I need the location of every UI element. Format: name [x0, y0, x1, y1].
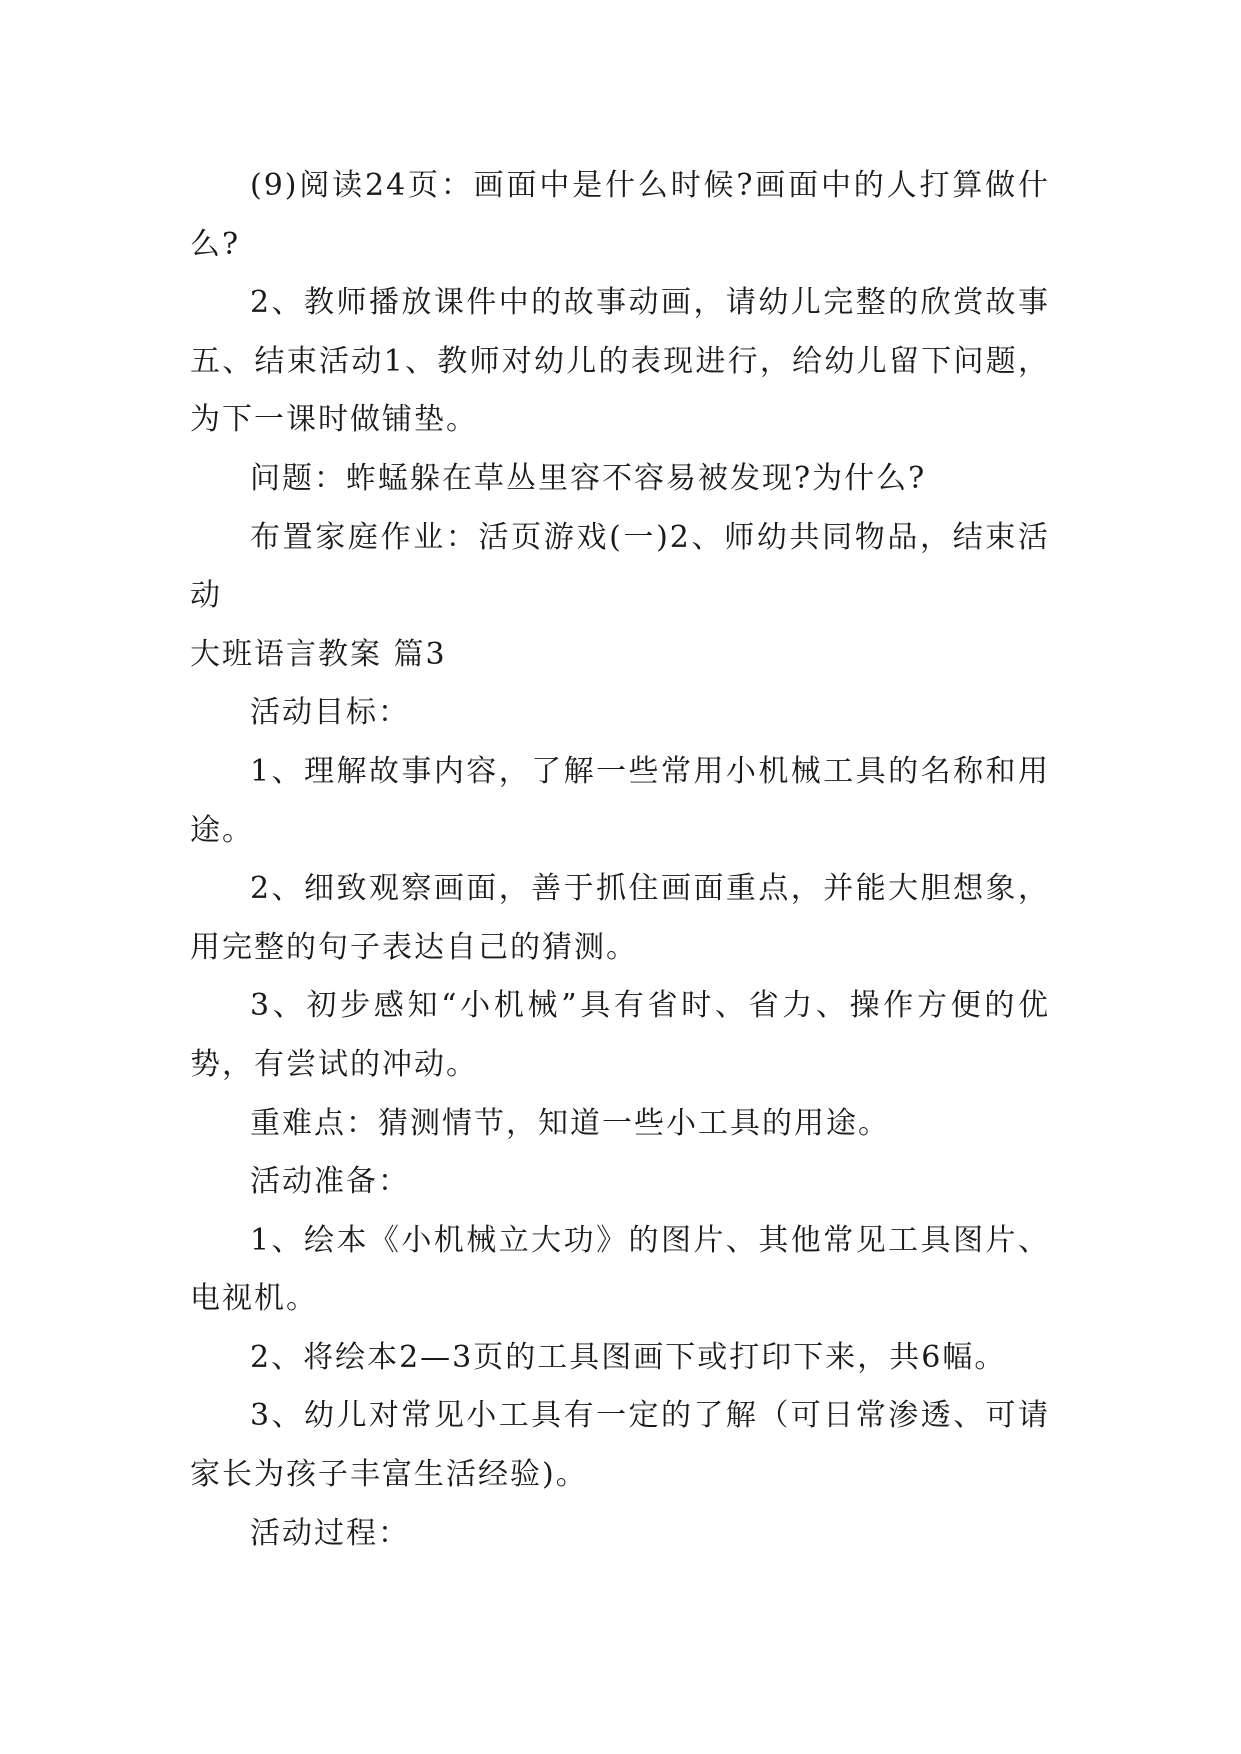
- section-heading: 大班语言教案 篇3: [190, 636, 447, 672]
- paragraph-prep-3: 3、幼儿对常见小工具有一定的了解（可日常渗透、可请家长为孩子丰富生活经验)。: [190, 1398, 1050, 1493]
- paragraph-prep-label: 活动准备：: [250, 1164, 410, 1200]
- paragraph-prep-2: 2、将绘本2—3页的工具图画下或打印下来，共6幅。: [250, 1339, 1007, 1375]
- paragraph-prep-1: 1、绘本《小机械立大功》的图片、其他常见工具图片、电视机。: [190, 1222, 1050, 1317]
- paragraph-key-points: 重难点：猜测情节，知道一些小工具的用途。: [250, 1105, 890, 1141]
- paragraph-process-label: 活动过程：: [250, 1515, 410, 1551]
- paragraph-goals-label: 活动目标：: [250, 695, 410, 731]
- paragraph-teacher-animation: 2、教师播放课件中的故事动画，请幼儿完整的欣赏故事五、结束活动1、教师对幼儿的表现进行，给幼儿留下问题，为下一课时做铺垫。: [190, 285, 1050, 438]
- paragraph-homework: 布置家庭作业：活页游戏(一)2、师幼共同物品，结束活动: [190, 519, 1050, 614]
- paragraph-goal-2: 2、细致观察画面，善于抓住画面重点，并能大胆想象，用完整的句子表达自己的猜测。: [190, 871, 1050, 965]
- paragraph-question: 问题：蚱蜢躲在草丛里容不容易被发现?为什么?: [250, 460, 927, 496]
- paragraph-goal-1: 1、理解故事内容，了解一些常用小机械工具的名称和用途。: [190, 753, 1050, 848]
- paragraph-reading-p24: (9)阅读24页：画面中是什么时候?画面中的人打算做什么?: [190, 168, 1050, 262]
- document-body: [190, 157, 1050, 1563]
- paragraph-goal-3: 3、初步感知“小机械”具有省时、省力、操作方便的优势，有尝试的冲动。: [190, 988, 1050, 1082]
